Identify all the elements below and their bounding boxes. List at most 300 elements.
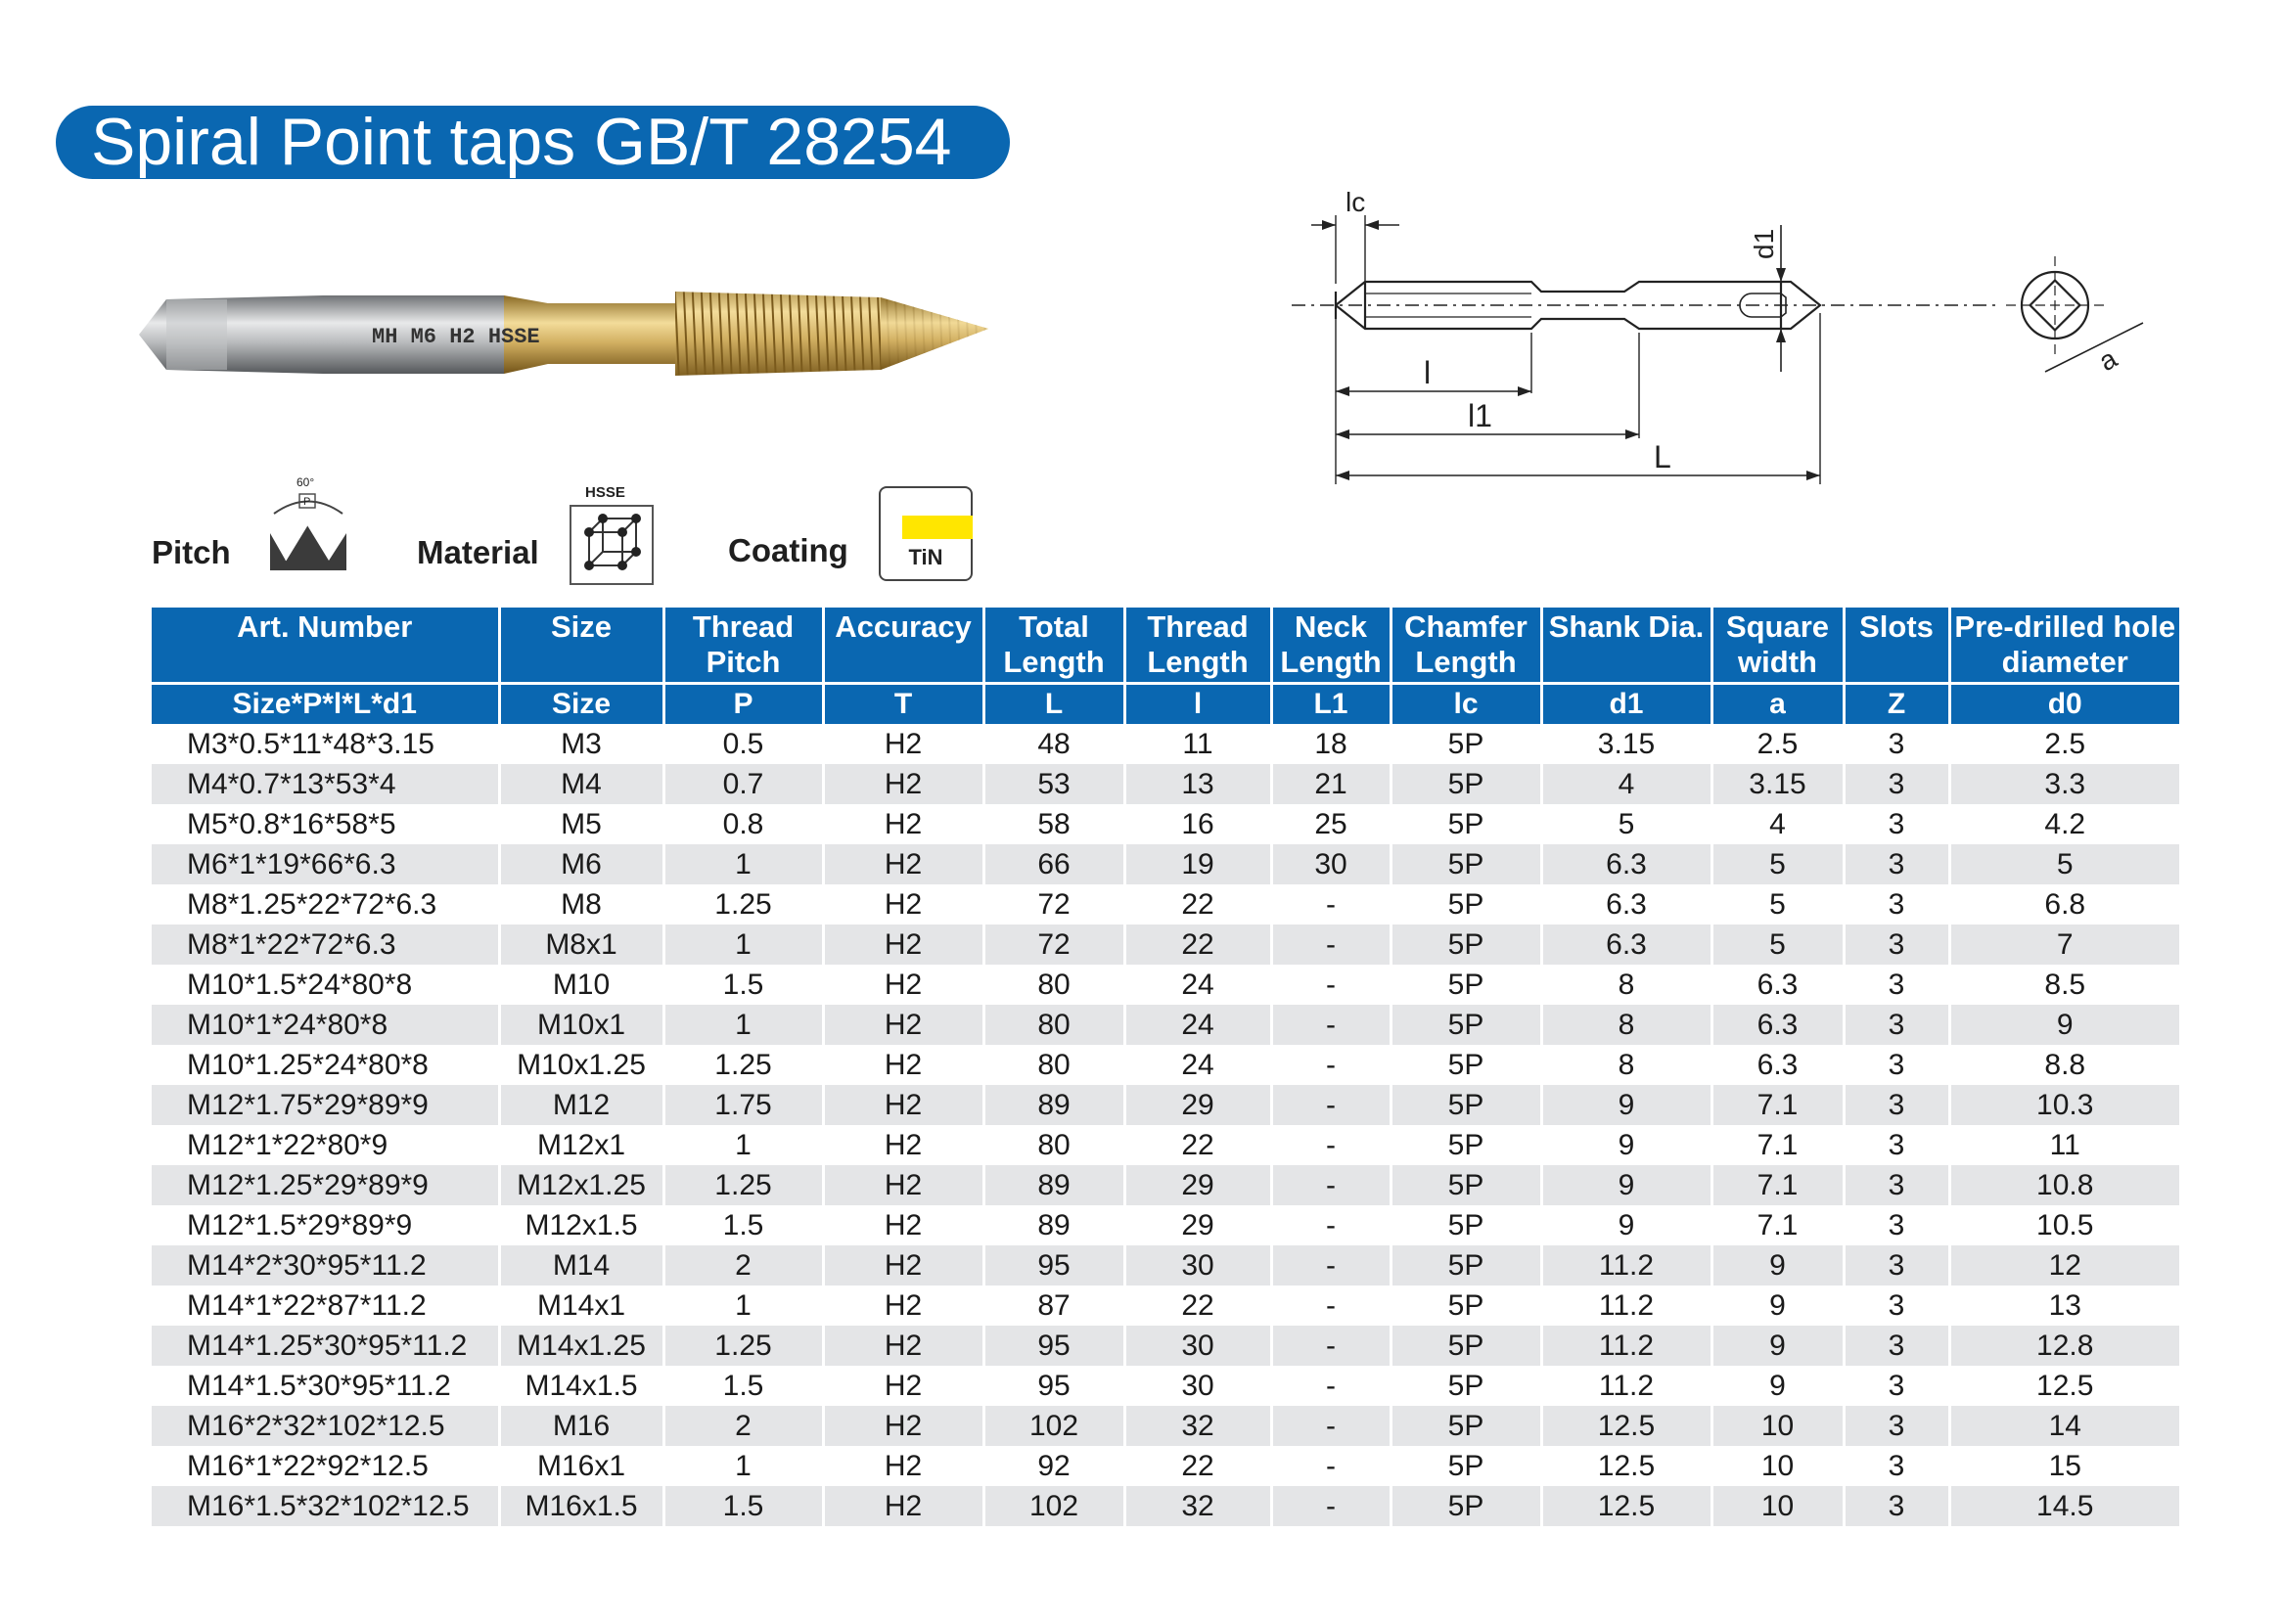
art-number-cell: M16*1.5*32*102*12.5 xyxy=(152,1486,499,1526)
table-cell: 3 xyxy=(1844,1406,1949,1446)
table-cell: 29 xyxy=(1124,1165,1271,1205)
header-row xyxy=(152,608,2179,684)
table-cell: 5P xyxy=(1391,1366,1541,1406)
table-cell: 11 xyxy=(2049,1128,2080,1161)
art-number-cell: M3*0.5*11*48*3.15 xyxy=(152,724,499,764)
table-cell: 6.3 xyxy=(1711,1045,1844,1085)
table-cell: 32 xyxy=(1124,1406,1271,1446)
table-cell: 14 xyxy=(1949,1406,2179,1446)
table-cell: 80 xyxy=(983,965,1124,1005)
col-header: Square width xyxy=(1711,608,1844,684)
table-cell: - xyxy=(1271,1245,1391,1286)
table-cell: M10x1.25 xyxy=(499,1045,663,1085)
table-cell: M6 xyxy=(499,844,663,884)
col-symbol: d0 xyxy=(1949,684,2179,725)
material-icon xyxy=(568,481,656,589)
table-cell: H2 xyxy=(823,804,983,844)
table-cell: 1.25 xyxy=(663,1045,823,1085)
table-cell: - xyxy=(1271,1486,1391,1526)
table-cell: 9 xyxy=(1711,1326,1844,1366)
table-cell: M16 xyxy=(499,1406,663,1446)
table-cell: 30 xyxy=(1124,1326,1271,1366)
table-cell: 1.25 xyxy=(663,1326,823,1366)
art-number-cell: M10*1.25*24*80*8 xyxy=(152,1045,499,1085)
table-cell: H2 xyxy=(823,884,983,925)
table-cell: M12 xyxy=(499,1085,663,1125)
table-cell: H2 xyxy=(823,1005,983,1045)
table-cell: 16 xyxy=(1124,804,1271,844)
art-number-cell: M5*0.8*16*58*5 xyxy=(152,804,499,844)
table-cell: - xyxy=(1271,965,1391,1005)
table-row xyxy=(152,1486,2179,1526)
tap-product-image xyxy=(127,274,1086,382)
table-cell: 48 xyxy=(983,724,1124,764)
col-symbol: a xyxy=(1711,684,1844,725)
table-cell: 72 xyxy=(983,925,1124,965)
table-cell: M16x1.5 xyxy=(499,1486,663,1526)
table-cell: H2 xyxy=(823,1406,983,1446)
table-cell: 22 xyxy=(1124,1125,1271,1165)
table-row xyxy=(152,1085,2179,1125)
table-cell: 4.2 xyxy=(2044,807,2086,840)
table-cell: 8 xyxy=(1541,1005,1711,1045)
table-cell: 15 xyxy=(2048,1449,2081,1482)
table-cell: 1.75 xyxy=(663,1085,823,1125)
col-symbol: Size xyxy=(499,684,663,725)
table-cell: H2 xyxy=(823,1245,983,1286)
dim-a: a xyxy=(2093,342,2122,378)
coating-label: Coating xyxy=(728,532,848,568)
table-cell: 1 xyxy=(663,1286,823,1326)
pitch-icon xyxy=(264,474,352,582)
table-cell: 8.5 xyxy=(2044,968,2086,1001)
table-cell: 3 xyxy=(1844,1446,1949,1486)
table-cell: 10.3 xyxy=(1949,1085,2179,1125)
table-cell: 6.3 xyxy=(1541,884,1711,925)
table-cell: 7.1 xyxy=(1711,1085,1844,1125)
dim-l: l xyxy=(1424,355,1432,390)
table-cell: 9 xyxy=(1541,1165,1711,1205)
table-cell: 2 xyxy=(663,1245,823,1286)
table-cell: H2 xyxy=(823,764,983,804)
table-cell: 5P xyxy=(1391,1286,1541,1326)
table-cell: M12x1.25 xyxy=(499,1165,663,1205)
table-cell: 24 xyxy=(1124,1005,1271,1045)
table-cell: 8 xyxy=(1541,1045,1711,1085)
table-row xyxy=(152,884,2179,925)
table-cell: 7 xyxy=(1949,925,2179,965)
table-cell: 3 xyxy=(1844,1045,1949,1085)
table-row xyxy=(152,1326,2179,1366)
table-cell: 6.3 xyxy=(1541,844,1711,884)
table-cell: 22 xyxy=(1124,1286,1271,1326)
table-row xyxy=(152,844,2179,884)
table-row xyxy=(152,965,2179,1005)
table-cell: 6.3 xyxy=(1711,1005,1844,1045)
table-cell: 80 xyxy=(983,1045,1124,1085)
table-cell: 3 xyxy=(1844,844,1949,884)
col-header: Pre-drilled hole diameter xyxy=(1949,608,2179,684)
table-cell: H2 xyxy=(823,724,983,764)
table-cell: 12.8 xyxy=(1949,1326,2179,1366)
table-cell: 32 xyxy=(1124,1486,1271,1526)
col-header: Neck Length xyxy=(1271,608,1391,684)
table-cell: 3.15 xyxy=(1711,764,1844,804)
table-cell: - xyxy=(1271,1446,1391,1486)
table-cell: - xyxy=(1271,1406,1391,1446)
table-cell: 3 xyxy=(1844,764,1949,804)
table-row xyxy=(152,925,2179,965)
table-cell: 5P xyxy=(1391,804,1541,844)
table-cell: 12.5 xyxy=(2036,1369,2094,1402)
table-cell: 3 xyxy=(1844,965,1949,1005)
table-cell: 7.1 xyxy=(1711,1165,1844,1205)
table-cell: H2 xyxy=(823,1446,983,1486)
table-cell: H2 xyxy=(823,1085,983,1125)
table-cell: M3 xyxy=(499,724,663,764)
table-cell: - xyxy=(1271,1125,1391,1165)
table-cell: 6.3 xyxy=(1541,925,1711,965)
pitch-p-label: P xyxy=(303,496,311,508)
table-cell: 5P xyxy=(1391,965,1541,1005)
col-header: Total Length xyxy=(983,608,1124,684)
table-cell: 25 xyxy=(1271,804,1391,844)
table-cell: 53 xyxy=(983,764,1124,804)
table-cell: 66 xyxy=(983,844,1124,884)
col-header: Accuracy xyxy=(823,608,983,684)
table-cell: 12.5 xyxy=(1541,1486,1711,1526)
table-cell: H2 xyxy=(823,1205,983,1245)
table-cell: 2.5 xyxy=(1711,724,1844,764)
table-cell: M4 xyxy=(499,764,663,804)
art-number-cell: M8*1.25*22*72*6.3 xyxy=(152,884,499,925)
table-cell: 19 xyxy=(1124,844,1271,884)
table-cell: 5 xyxy=(1711,844,1844,884)
table-cell: 13 xyxy=(2048,1288,2081,1322)
table-cell: 6.3 xyxy=(1711,965,1844,1005)
table-cell: 5P xyxy=(1391,1205,1541,1245)
table-cell: 3 xyxy=(1844,1326,1949,1366)
table-row xyxy=(152,1406,2179,1446)
table-cell: 11.2 xyxy=(1541,1286,1711,1326)
col-symbol: Size*P*l*L*d1 xyxy=(152,684,499,725)
table-cell: 8 xyxy=(1541,965,1711,1005)
table-cell: M16x1 xyxy=(499,1446,663,1486)
col-symbol: L xyxy=(983,684,1124,725)
table-cell: 3 xyxy=(1844,1125,1949,1165)
table-row xyxy=(152,724,2179,764)
table-cell: 5P xyxy=(1391,1326,1541,1366)
table-cell: 5P xyxy=(1391,724,1541,764)
art-number-cell: M14*1*22*87*11.2 xyxy=(152,1286,499,1326)
art-number-cell: M14*1.5*30*95*11.2 xyxy=(152,1366,499,1406)
table-cell: 1.5 xyxy=(663,1486,823,1526)
coating-color-swatch xyxy=(902,516,973,539)
table-cell: H2 xyxy=(823,844,983,884)
table-cell: 7.1 xyxy=(1711,1205,1844,1245)
table-cell: 9 xyxy=(1711,1245,1844,1286)
col-header: Shank Dia. xyxy=(1541,608,1711,684)
table-cell: 29 xyxy=(1124,1205,1271,1245)
table-cell: 10 xyxy=(1711,1486,1844,1526)
table-cell: 95 xyxy=(983,1366,1124,1406)
table-cell: 9 xyxy=(1541,1125,1711,1165)
table-cell: 4 xyxy=(1711,804,1844,844)
table-cell: 30 xyxy=(1124,1366,1271,1406)
table-cell: 0.7 xyxy=(663,764,823,804)
page-title: Spiral Point taps GB/T 28254 xyxy=(56,106,1010,179)
table-cell: 1.25 xyxy=(663,1165,823,1205)
table-cell: M8x1 xyxy=(499,925,663,965)
table-cell: M5 xyxy=(499,804,663,844)
table-cell: H2 xyxy=(823,1165,983,1205)
table-cell: 2 xyxy=(663,1406,823,1446)
art-number-cell: M6*1*19*66*6.3 xyxy=(152,844,499,884)
table-cell: 102 xyxy=(983,1486,1124,1526)
table-cell: 1 xyxy=(663,925,823,965)
table-cell: - xyxy=(1271,1005,1391,1045)
table-cell: 12.5 xyxy=(1541,1406,1711,1446)
table-cell: 92 xyxy=(983,1446,1124,1486)
table-cell: 87 xyxy=(983,1286,1124,1326)
table-cell: H2 xyxy=(823,1125,983,1165)
table-cell: 3 xyxy=(1844,1005,1949,1045)
table-cell: 5P xyxy=(1391,1045,1541,1085)
table-cell: 9 xyxy=(1711,1286,1844,1326)
material-label: Material xyxy=(417,534,539,570)
table-row xyxy=(152,1005,2179,1045)
table-cell: 22 xyxy=(1124,884,1271,925)
table-cell: 5P xyxy=(1391,1005,1541,1045)
table-cell: 3 xyxy=(1844,804,1949,844)
table-cell: 9 xyxy=(1949,1005,2179,1045)
col-header: Chamfer Length xyxy=(1391,608,1541,684)
table-row xyxy=(152,1205,2179,1245)
table-cell: 12.5 xyxy=(1541,1446,1711,1486)
table-cell: M14x1 xyxy=(499,1286,663,1326)
table-cell: M10 xyxy=(499,965,663,1005)
table-cell: M10x1 xyxy=(499,1005,663,1045)
art-number-cell: M12*1.75*29*89*9 xyxy=(152,1085,499,1125)
table-cell: - xyxy=(1271,1366,1391,1406)
table-cell: 18 xyxy=(1271,724,1391,764)
table-cell: - xyxy=(1271,1326,1391,1366)
col-symbol: Z xyxy=(1844,684,1949,725)
table-cell: 3 xyxy=(1844,1085,1949,1125)
art-number-cell: M12*1.25*29*89*9 xyxy=(152,1165,499,1205)
table-cell: H2 xyxy=(823,965,983,1005)
table-cell: 3 xyxy=(1844,1486,1949,1526)
table-cell: M14 xyxy=(499,1245,663,1286)
table-cell: M12x1.5 xyxy=(499,1205,663,1245)
table-cell: 9 xyxy=(1541,1205,1711,1245)
table-cell: 24 xyxy=(1124,965,1271,1005)
art-number-cell: M14*1.25*30*95*11.2 xyxy=(152,1326,499,1366)
table-cell: 1 xyxy=(663,844,823,884)
table-cell: 29 xyxy=(1124,1085,1271,1125)
table-cell: H2 xyxy=(823,1486,983,1526)
col-header: Thread Pitch xyxy=(663,608,823,684)
table-cell: 13 xyxy=(1124,764,1271,804)
table-cell: 95 xyxy=(983,1326,1124,1366)
table-cell: H2 xyxy=(823,1045,983,1085)
table-cell: 5 xyxy=(1711,884,1844,925)
table-cell: 3 xyxy=(1844,1366,1949,1406)
table-cell: 10.5 xyxy=(2036,1208,2094,1241)
col-header: Size xyxy=(499,608,663,684)
table-cell: 89 xyxy=(983,1205,1124,1245)
dim-lc: lc xyxy=(1346,187,1366,217)
table-cell: 1 xyxy=(663,1446,823,1486)
art-number-cell: M16*2*32*102*12.5 xyxy=(152,1406,499,1446)
table-cell: - xyxy=(1271,1085,1391,1125)
table-row xyxy=(152,1446,2179,1486)
table-cell: 80 xyxy=(983,1005,1124,1045)
table-cell: M12x1 xyxy=(499,1125,663,1165)
table-cell: 3 xyxy=(1844,1165,1949,1205)
art-number-cell: M14*2*30*95*11.2 xyxy=(152,1245,499,1286)
table-cell: 1 xyxy=(663,1125,823,1165)
table-cell: 5P xyxy=(1391,764,1541,804)
table-cell: - xyxy=(1271,925,1391,965)
table-cell: 3 xyxy=(1844,925,1949,965)
table-cell: 3.3 xyxy=(1949,764,2179,804)
spec-table xyxy=(152,608,2179,1526)
table-cell: 1.5 xyxy=(663,965,823,1005)
technical-drawing xyxy=(1292,176,2192,509)
table-cell: 4 xyxy=(1541,764,1711,804)
table-cell: 2.5 xyxy=(2044,727,2086,760)
table-cell: 58 xyxy=(983,804,1124,844)
table-cell: 22 xyxy=(1124,925,1271,965)
table-cell: 5P xyxy=(1391,925,1541,965)
table-cell: 1.5 xyxy=(663,1366,823,1406)
table-cell: 72 xyxy=(983,884,1124,925)
table-cell: 11 xyxy=(1124,724,1271,764)
table-cell: 5P xyxy=(1391,1406,1541,1446)
table-cell: 5P xyxy=(1391,1446,1541,1486)
table-cell: 12 xyxy=(1949,1245,2179,1286)
table-cell: 80 xyxy=(983,1125,1124,1165)
table-cell: 3 xyxy=(1844,1245,1949,1286)
table-cell: 89 xyxy=(983,1165,1124,1205)
col-header: Art. Number xyxy=(152,608,499,684)
table-cell: - xyxy=(1271,1165,1391,1205)
table-cell: 22 xyxy=(1124,1446,1271,1486)
table-cell: 10 xyxy=(1711,1446,1844,1486)
table-cell: 10 xyxy=(1711,1406,1844,1446)
table-row xyxy=(152,1045,2179,1085)
col-symbol: L1 xyxy=(1271,684,1391,725)
coating-icon xyxy=(879,486,973,581)
table-cell: 102 xyxy=(983,1406,1124,1446)
art-number-cell: M4*0.7*13*53*4 xyxy=(152,764,499,804)
table-cell: - xyxy=(1271,1205,1391,1245)
table-row xyxy=(152,1286,2179,1326)
table-cell: 3 xyxy=(1844,1205,1949,1245)
table-cell: 14.5 xyxy=(1949,1486,2179,1526)
table-cell: 5P xyxy=(1391,1245,1541,1286)
col-symbol: l xyxy=(1124,684,1271,725)
table-cell: 8.8 xyxy=(2044,1048,2086,1081)
col-symbol: lc xyxy=(1391,684,1541,725)
table-cell: 1.5 xyxy=(663,1205,823,1245)
col-symbol: P xyxy=(663,684,823,725)
table-cell: 3 xyxy=(1844,724,1949,764)
table-row xyxy=(152,1245,2179,1286)
dim-d1: d1 xyxy=(1749,228,1779,259)
table-cell: 5P xyxy=(1391,1125,1541,1165)
table-row xyxy=(152,764,2179,804)
table-cell: 89 xyxy=(983,1085,1124,1125)
table-cell: 3 xyxy=(1844,1286,1949,1326)
table-row xyxy=(152,1125,2179,1165)
art-number-cell: M8*1*22*72*6.3 xyxy=(152,925,499,965)
table-cell: 30 xyxy=(1271,844,1391,884)
table-cell: 10.8 xyxy=(1949,1165,2179,1205)
table-cell: 11.2 xyxy=(1541,1366,1711,1406)
table-cell: - xyxy=(1271,1286,1391,1326)
art-number-cell: M12*1.5*29*89*9 xyxy=(152,1205,499,1245)
table-cell: 7.1 xyxy=(1711,1125,1844,1165)
table-cell: 30 xyxy=(1124,1245,1271,1286)
table-cell: H2 xyxy=(823,1326,983,1366)
coating-type: TiN xyxy=(908,545,943,569)
dim-l1: l1 xyxy=(1468,398,1492,433)
table-cell: 3 xyxy=(1844,884,1949,925)
pitch-angle-label: 60° xyxy=(297,475,315,489)
art-number-cell: M12*1*22*80*9 xyxy=(152,1125,499,1165)
table-cell: 5P xyxy=(1391,1085,1541,1125)
table-cell: 95 xyxy=(983,1245,1124,1286)
pitch-label: Pitch xyxy=(152,534,231,570)
table-cell: 5P xyxy=(1391,1165,1541,1205)
art-number-cell: M16*1*22*92*12.5 xyxy=(152,1446,499,1486)
material-grade: HSSE xyxy=(585,484,625,501)
table-cell: M14x1.25 xyxy=(499,1326,663,1366)
table-cell: 5P xyxy=(1391,844,1541,884)
table-row xyxy=(152,804,2179,844)
col-symbol: T xyxy=(823,684,983,725)
table-cell: M14x1.5 xyxy=(499,1366,663,1406)
table-cell: 5 xyxy=(1949,844,2179,884)
table-cell: 6.8 xyxy=(2044,887,2086,921)
table-cell: 1.25 xyxy=(663,884,823,925)
table-cell: 5 xyxy=(1541,804,1711,844)
table-cell: 11.2 xyxy=(1541,1245,1711,1286)
art-number-cell: M10*1.5*24*80*8 xyxy=(152,965,499,1005)
art-number-cell: M10*1*24*80*8 xyxy=(152,1005,499,1045)
spec-table-body xyxy=(152,724,2179,1526)
col-symbol: d1 xyxy=(1541,684,1711,725)
table-cell: 24 xyxy=(1124,1045,1271,1085)
symbol-row xyxy=(152,684,2179,725)
table-cell: 21 xyxy=(1271,764,1391,804)
col-header: Slots xyxy=(1844,608,1949,684)
table-cell: 5 xyxy=(1711,925,1844,965)
table-cell: 9 xyxy=(1711,1366,1844,1406)
table-row xyxy=(152,1366,2179,1406)
table-cell: 0.5 xyxy=(663,724,823,764)
table-cell: H2 xyxy=(823,1286,983,1326)
table-cell: 9 xyxy=(1541,1085,1711,1125)
table-cell: M8 xyxy=(499,884,663,925)
table-row xyxy=(152,1165,2179,1205)
table-cell: 3.15 xyxy=(1541,724,1711,764)
table-cell: H2 xyxy=(823,925,983,965)
table-cell: - xyxy=(1271,1045,1391,1085)
dim-L: L xyxy=(1654,439,1671,474)
